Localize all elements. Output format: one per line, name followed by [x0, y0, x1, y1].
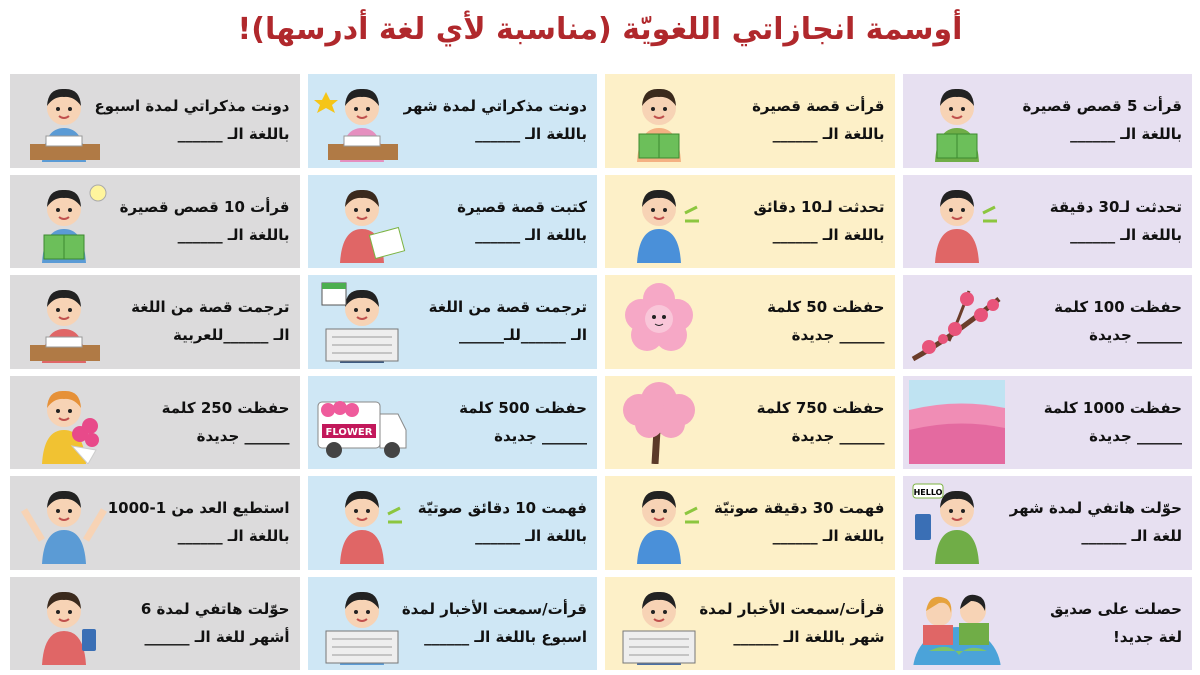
badge-text: [1004, 394, 1182, 450]
badge-line-1: حفظت 100 كلمة: [1054, 298, 1182, 316]
badge-line-1: دونت مذكراتي لمدة شهر: [403, 97, 587, 115]
girl-writing-story-icon: [314, 179, 410, 263]
badge-text: [112, 293, 290, 349]
badge-line-2: للغة الـ ______: [1081, 527, 1182, 545]
badge-card: [10, 577, 300, 671]
badge-line-2: باللغة الـ ______: [772, 125, 885, 143]
boy-reading-idea-icon: [16, 179, 112, 263]
badge-line-2: ______ جديدة: [196, 426, 290, 445]
badge-card: [903, 175, 1193, 269]
badge-line-1: قرأت قصة قصيرة: [752, 97, 885, 115]
badge-text: [409, 494, 587, 550]
badge-line-1: حفظت 250 كلمة: [161, 398, 290, 417]
badge-line-1: حفظت 1000 كلمة: [1043, 398, 1182, 417]
badge-line-2: باللغة الـ ______: [475, 527, 587, 545]
badge-card: [605, 275, 895, 369]
flower-delivery-van-icon: [314, 380, 410, 464]
badge-line-1: تحدثت لـ10 دقائق: [753, 197, 885, 216]
badge-line-2: باللغة الـ ______: [177, 225, 290, 244]
badge-line-1: حوّلت هاتفي لمدة شهر: [1009, 499, 1182, 517]
badge-line-1: قرأت/سمعت الأخبار لمدة: [401, 599, 587, 618]
badge-line-2: ______ جديدة: [791, 326, 885, 344]
badge-text: [1004, 595, 1182, 651]
badge-card: [605, 175, 895, 269]
badge-text: [409, 193, 587, 249]
cherry-blossom-character-icon: [611, 279, 707, 363]
badge-text: [1004, 193, 1182, 249]
badge-line-1: ترجمت قصة من اللغة: [428, 298, 587, 316]
cherry-blossom-tree-icon: [611, 380, 707, 464]
page-title: أوسمة انجازاتي اللغويّة (مناسبة لأي لغة أدرسها)!: [237, 12, 963, 47]
badge-card: [10, 74, 300, 168]
badge-text: [707, 92, 885, 148]
badge-card: [308, 476, 598, 570]
badge-card: [903, 74, 1193, 168]
plum-blossom-branch-icon: [909, 279, 1005, 363]
badge-text: [707, 494, 885, 550]
boy-reading-newspaper-icon: [314, 581, 410, 665]
badge-line-2: ______ جديدة: [1089, 326, 1182, 344]
badge-text: [94, 92, 290, 148]
badge-line-2: ______ جديدة: [1089, 426, 1182, 445]
badge-text: [699, 595, 885, 651]
badge-line-2: باللغة الـ ______: [475, 125, 587, 143]
girl-lying-phone-icon: [16, 581, 112, 665]
badge-line-1: حفظت 500 كلمة: [459, 398, 587, 417]
badge-text: [112, 394, 290, 450]
badge-text: [707, 293, 885, 349]
badge-line-2: باللغة الـ ______: [772, 225, 885, 244]
badge-text: [107, 494, 290, 550]
badge-line-2: لغة جديد!: [1112, 627, 1182, 646]
badge-card: [10, 175, 300, 269]
boy-cheering-icon: [16, 480, 112, 564]
badge-text: [1004, 494, 1182, 550]
badge-card: [605, 476, 895, 570]
flower-field-icon: [909, 380, 1005, 464]
badge-line-1: قرأت 10 قصص قصيرة: [119, 197, 290, 216]
boy-writing-diary-icon: [16, 78, 112, 162]
svg-text:HELLO: HELLO: [913, 488, 942, 497]
badge-line-1: كتبت قصة قصيرة: [457, 197, 587, 216]
badge-card: [10, 376, 300, 470]
badge-text: [1004, 293, 1182, 349]
boy-phone-hello-icon: [909, 480, 1005, 564]
badge-card: [903, 376, 1193, 470]
badge-text: [112, 595, 290, 651]
boy-talking-icon: [611, 179, 707, 263]
girl-translating-icon: [16, 279, 112, 363]
badge-line-1: فهمت 30 دقيقة صوتيّة: [714, 499, 885, 517]
badge-line-1: استطيع العد من 1-1000: [107, 499, 290, 517]
badge-line-2: باللغة الـ ______: [1070, 225, 1182, 244]
badge-line-1: حفظت 50 كلمة: [767, 298, 885, 316]
badge-card: [903, 577, 1193, 671]
badge-card: [605, 577, 895, 671]
badge-card: [308, 275, 598, 369]
badge-card: [308, 577, 598, 671]
boy-listening-icon: [611, 480, 707, 564]
badge-text: [409, 394, 587, 450]
badge-line-2: باللغة الـ ______: [475, 225, 587, 244]
girl-writing-diary-icon: [314, 78, 410, 162]
badge-line-1: تحدثت لـ30 دقيقة: [1049, 197, 1182, 216]
badge-card: [308, 74, 598, 168]
badge-line-2: ______ جديدة: [494, 426, 587, 445]
badge-card: [10, 476, 300, 570]
boy-reading-book-icon: [909, 78, 1005, 162]
badge-line-2: باللغة الـ ______: [1070, 125, 1182, 143]
badge-card: [308, 175, 598, 269]
badge-grid: [10, 74, 1192, 670]
badge-card: [903, 476, 1193, 570]
badge-line-2: الـ ______للـ______: [458, 326, 587, 344]
svg-text:FLOWER: FLOWER: [325, 426, 372, 438]
badge-line-1: قرأت/سمعت الأخبار لمدة: [699, 599, 885, 618]
badge-text: [707, 394, 885, 450]
friends-on-phone-globe-icon: [909, 581, 1005, 665]
badge-text: [403, 92, 587, 148]
badge-text: [707, 193, 885, 249]
badge-card: [605, 74, 895, 168]
badge-card: [308, 376, 598, 470]
badge-line-1: حصلت على صديق: [1050, 599, 1182, 618]
badge-card: [10, 275, 300, 369]
man-reading-newspaper-icon: [611, 581, 707, 665]
girl-talking-icon: [909, 179, 1005, 263]
badge-line-2: أشهر للغة الـ ______: [144, 627, 290, 646]
badge-line-1: دونت مذكراتي لمدة اسبوع: [94, 97, 290, 115]
badge-line-1: حفظت 750 كلمة: [756, 398, 885, 417]
badge-line-2: شهر باللغة الـ ______: [733, 627, 885, 646]
badge-text: [409, 293, 587, 349]
girl-listening-icon: [314, 480, 410, 564]
badge-line-2: باللغة الـ ______: [772, 527, 885, 545]
badge-line-2: الـ ______للعربية: [172, 326, 290, 344]
badge-text: [112, 193, 290, 249]
girl-with-bouquet-icon: [16, 380, 112, 464]
badge-line-1: فهمت 10 دقائق صوتيّة: [417, 499, 587, 517]
badge-line-2: اسبوع باللغة الـ ______: [424, 627, 587, 646]
badge-line-1: حوّلت هاتفي لمدة 6: [140, 599, 290, 618]
badge-line-1: قرأت 5 قصص قصيرة: [1022, 97, 1182, 115]
badge-line-2: باللغة الـ ______: [177, 527, 290, 545]
girl-reading-book-icon: [611, 78, 707, 162]
badge-line-1: ترجمت قصة من اللغة: [131, 298, 290, 316]
badge-text: [401, 595, 587, 651]
badge-text: [1004, 92, 1182, 148]
badge-line-2: باللغة الـ ______: [177, 125, 290, 143]
stressed-girl-calendar-icon: [314, 279, 410, 363]
badge-card: [605, 376, 895, 470]
badge-line-2: ______ جديدة: [791, 426, 885, 445]
badge-card: [903, 275, 1193, 369]
